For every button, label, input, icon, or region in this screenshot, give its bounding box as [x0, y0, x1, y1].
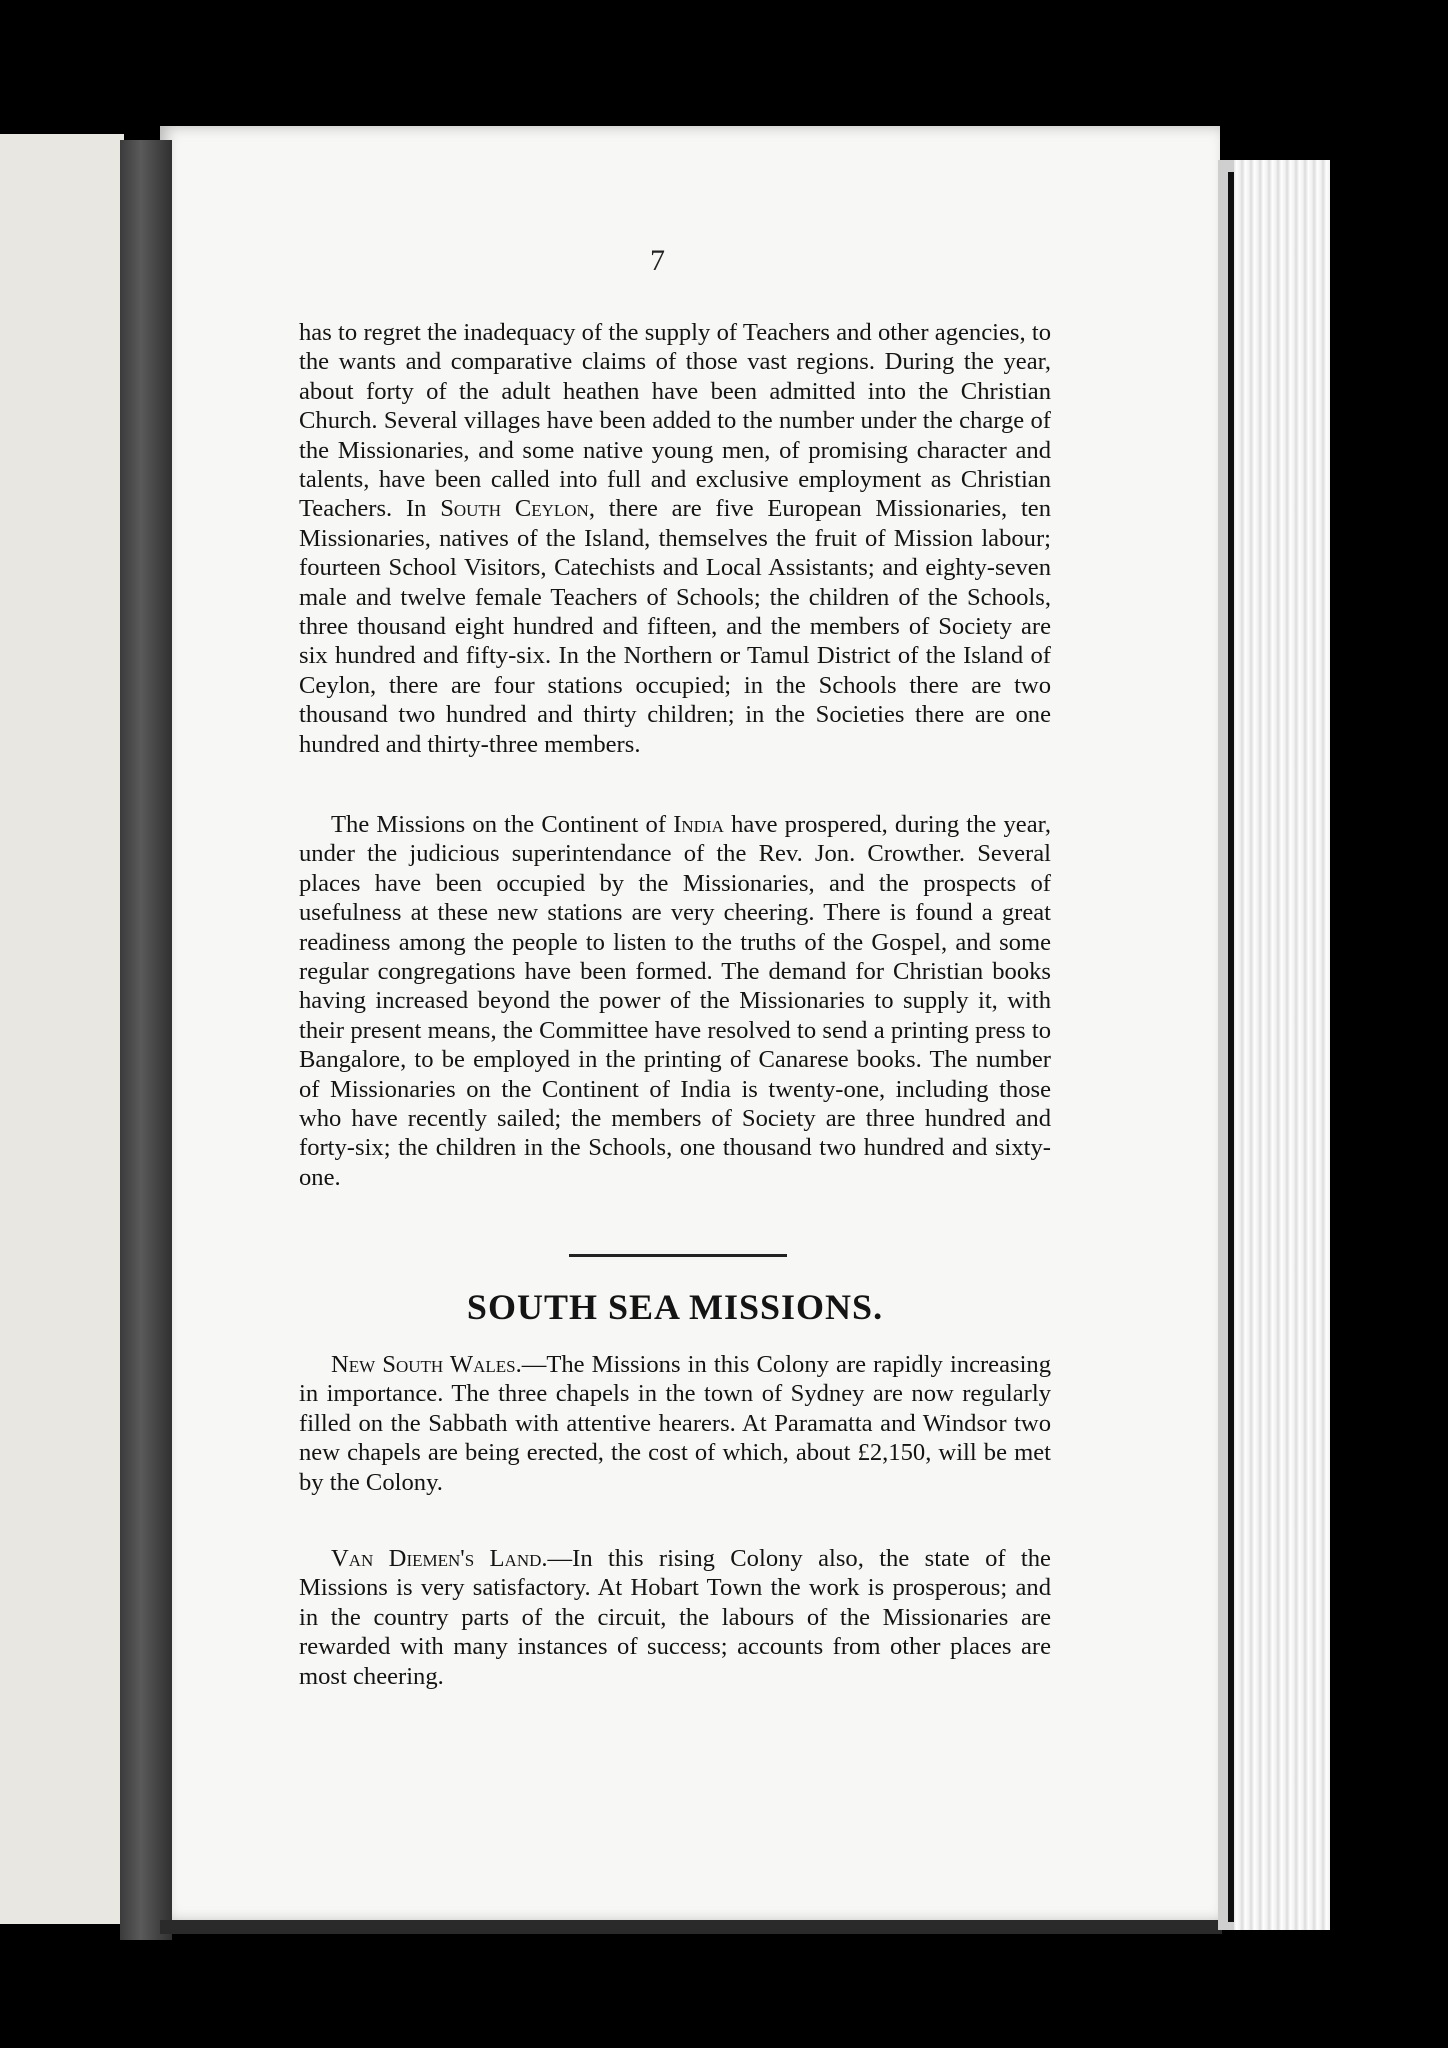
paragraph-text: , there are five European Missionaries, ten Missionaries, natives of the Island, themselves the fruit of Mission labour; fourteen School Visitors, Catechists and Local Assistants; and eighty-seven male and twelve female Teachers of Schools; the children of the Schools, three thousand eight hundred and fifteen, and the members of Society are six hundred and fifty-six. In the Northern or Tamul District of the Island of Ceylon, there are four stations occupied; in the Schools there are two thousand two hundred and thirty children; in the Societies there are one hundred and thirty-three members. [299, 495, 1051, 758]
page-bottom-edge [160, 1920, 1222, 1934]
facing-page-edge [0, 134, 124, 1924]
paragraph-india [299, 810, 1051, 1192]
section-divider [569, 1254, 787, 1257]
paragraph-text: has to regret the inadequacy of the supply of Teachers and other agencies, to the wants and comparative claims of those vast regions. During the year, about forty of the adult heathen have been admitted into the Christian Church. Several villages have been added to the number under the charge of the Missionaries, and some native young men, of promising character and talents, have been called into full and exclusive employment as Christian Teachers. [299, 319, 1051, 523]
book-fore-edge [1218, 160, 1330, 1930]
paragraph-text: have prospered, during the year, under the judicious superintendance of the Rev. Jon. Crowther. Several places have been occupied by the Missionaries, and the prospects of usefulness at these new stations are very cheering. There is found a great readiness among the people to listen to the truths of the Gospel, and some regular congregations have been formed. The demand for Christian books having increased beyond the power of the Missionaries to supply it, with their present means, the Committee have resolved to send a printing press to Bangalore, to be employed in the printing of Canarese books. The number of Missionaries on the Continent of India is twenty-one, including those who have recently sailed; the members of Society are three hundred and forty-six; the children in the Schools, one thousand two hundred and sixty-one. [299, 811, 1051, 1191]
place-name-south-ceylon: South Ceylon [440, 495, 589, 523]
paragraph-van-diemens-land [299, 1544, 1051, 1691]
place-name-van-diemens-land: Van Diemen's Land. [331, 1545, 548, 1572]
paragraph-ceylon [299, 318, 1051, 759]
page-number: 7 [650, 244, 665, 277]
book-gutter [120, 140, 172, 1940]
place-name-india: India [673, 811, 724, 838]
binding-edge [1228, 172, 1234, 1922]
paragraph-new-south-wales [299, 1350, 1051, 1497]
place-name-new-south-wales: New South Wales. [331, 1351, 522, 1378]
paragraph-text: —In this rising Colony also, the state of the Missions is very satisfactory. At Hobart Town the work is prosperous; and in the country parts of the circuit, the labours of the Missionaries are rewarded with many instances of success; accounts from other places are most cheering. [299, 1545, 1051, 1690]
paragraph-text: —The Missions in this Colony are rapidly increasing in importance. The three chapels in the town of Sydney are now regularly filled on the Sabbath with attentive hearers. At Paramatta and Windsor two new chapels are being erected, the cost of which, about £2,150, will be met by the Colony. [299, 1351, 1052, 1496]
paragraph-text: In [405, 495, 427, 523]
section-heading: SOUTH SEA MISSIONS. [466, 1287, 884, 1327]
paragraph-text: The Missions on the Continent of [331, 811, 667, 838]
